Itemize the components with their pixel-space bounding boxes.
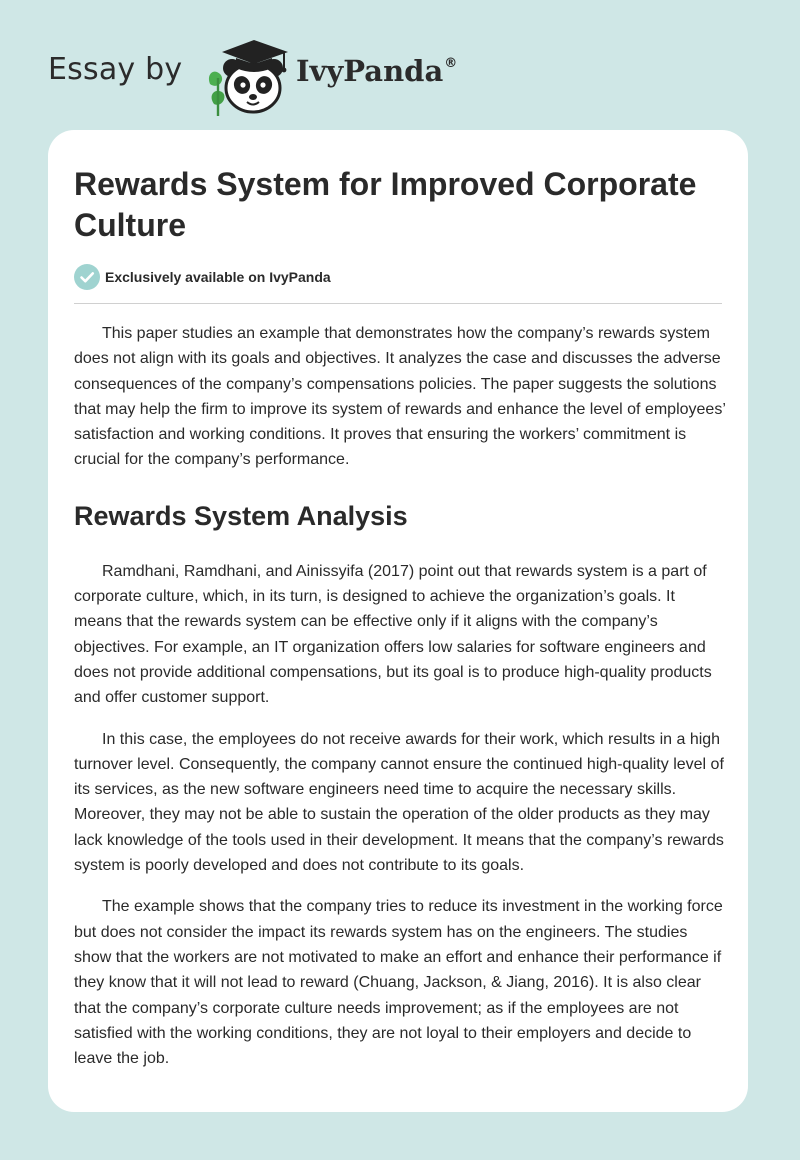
section-heading: Rewards System Analysis [74,500,408,531]
exclusive-badge [74,264,331,290]
intro-paragraph: This paper studies an example that demonstrates how the company’s rewards system does not align with its goals and objectives. It analyzes the case and discusses the adverse consequences of the company’s compensations policies. The paper suggests the solutions that may help the firm to improve its system of rewards and enhance the level of employees’ satisfaction and working conditions. It proves that ensuring the workers’ commitment is crucial for the company’s performance. [74,325,726,469]
check-circle-icon [74,264,100,290]
panda-graduate-icon [204,30,294,120]
brand-name: IvyPanda® [296,54,458,88]
divider [74,303,722,304]
body-paragraph: The example shows that the company tries to reduce its investment in the working force but does not consider the impact its rewards system has on the engineers. The studies show that the workers are not motivated to make an effort and enhance their performance if they know that it will not lead to reward (Chuang, Jackson, & Jiang, 2016). It is also clear that the company’s corporate culture needs improvement; as if the employees are not satisfied with the working conditions, they are not loyal to their employers and decide to leave the job. [74,898,723,1068]
exclusive-badge-text: Exclusively available on IvyPanda [105,269,331,285]
site-header-logo[interactable] [48,30,508,120]
body-paragraph: Ramdhani, Ramdhani, and Ainissyifa (2017) point out that rewards system is a part of corporate culture, which, in its turn, is designed to achieve the organization’s goals. It means that the rewards system can be effective only if it aligns with the company’s objectives. For example, an IT organization offers low salaries for software engineers and does not provide additional compensations, but its goal is to produce high-quality products and offer customer support. [74,562,712,707]
article-body [74,321,726,1087]
registered-mark: ® [444,56,458,71]
brand-prefix: Essay by [48,52,183,87]
body-paragraph: In this case, the employees do not receive awards for their work, which results in a high turnover level. Consequently, the company cannot ensure the continued high-quality level of its services, as the new software engineers need time to acquire the necessary skills. Moreover, they may not be able to sustain the operation of the older products as they may lack knowledge of the tools used in their development. It means that the company’s rewards system is poorly developed and does not contribute to its goals. [74,730,724,875]
article-title: Rewards System for Improved Corporate Culture [74,166,697,243]
article-card [48,130,748,1112]
